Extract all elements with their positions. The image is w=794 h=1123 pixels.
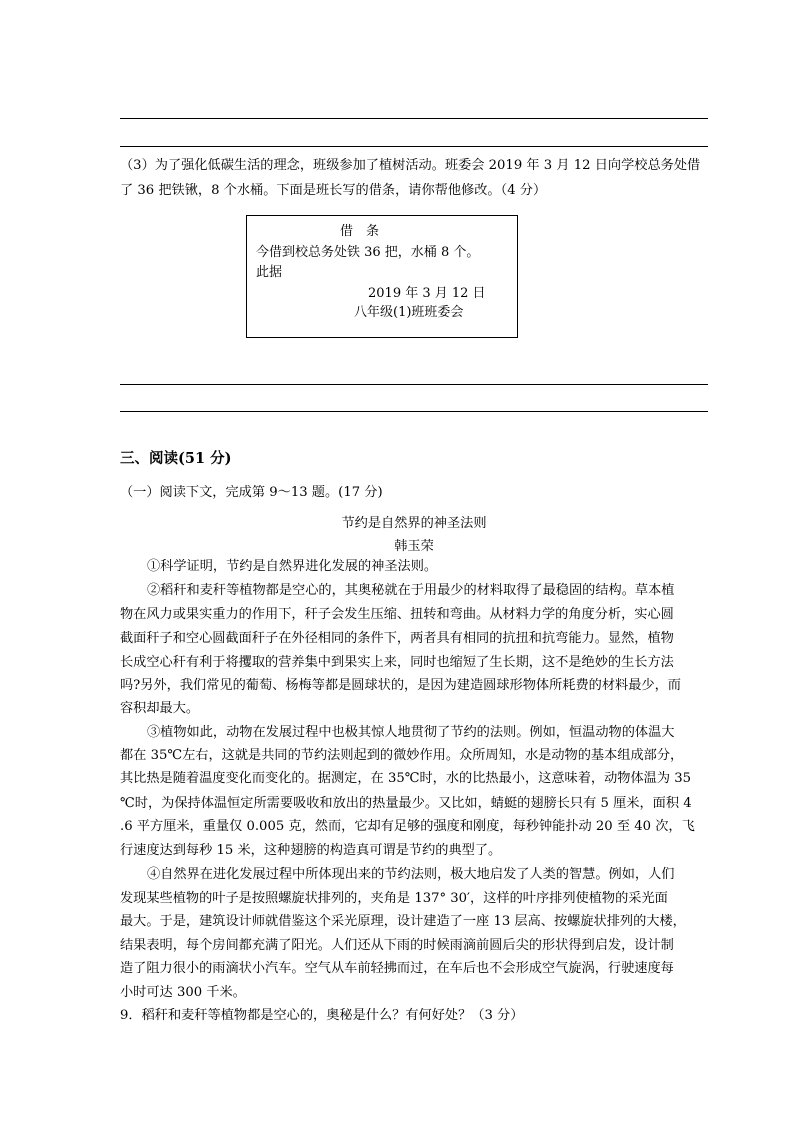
article-line: 造了阻力很小的雨滴状小汽车。空气从车前轻拂而过，在车后也不会形成空气旋涡，行驶速度每 xyxy=(120,961,674,976)
answer-line xyxy=(120,146,708,147)
article-line: 小时可达 300 千米。 xyxy=(120,985,246,1000)
article-line: ③植物如此，动物在发展过程中也极其惊人地贯彻了节约的法则。例如，恒温动物的体温大 xyxy=(147,725,675,740)
note-signer: 八年级(1)班班委会 xyxy=(354,305,464,320)
answer-line xyxy=(120,411,708,412)
answer-line xyxy=(120,384,708,385)
article-line: .6 平方厘米，重量仅 0.005 克，然而，它却有足够的强度和刚度，每秒钟能扑动 20 至 40 次，飞 xyxy=(120,819,695,834)
article-line: 长成空心秆有利于将攫取的营养集中到果实上来，同时也缩短了生长期，这不是绝妙的生长方法 xyxy=(120,655,674,670)
article-line: 行速度达到每秒 15 米，这种翅膀的构造真可谓是节约的典型了。 xyxy=(120,843,502,858)
article-line: 结果表明，每个房间都充满了阳光。人们还从下雨的时候雨滴前圆后尖的形状得到启发，设计制 xyxy=(120,938,674,953)
article-line: 其比热是随着温度变化而变化的。据测定，在 35℃时，水的比热最小，这意味着，动物体温为 35 xyxy=(120,771,692,786)
iou-note-box xyxy=(246,215,518,338)
question-9: 9．稻秆和麦秆等植物都是空心的，奥秘是什么？有何好处？（3 分） xyxy=(120,1008,524,1023)
article-line: 容积却最大。 xyxy=(120,701,200,716)
article-line: ①科学证明，节约是自然界进化发展的神圣法则。 xyxy=(147,559,438,574)
section-heading: 三、阅读(51 分) xyxy=(120,450,232,467)
article-line: 吗?另外，我们常见的葡萄、杨梅等都是圆球状的，是因为建造圆球形物体所耗费的材料最少，而 xyxy=(120,678,681,693)
question-3-line-2: 了 36 把铁锹，8 个水桶。下面是班长写的借条，请你帮他修改。（4 分） xyxy=(120,183,547,198)
article-title: 节约是自然界的神圣法则 xyxy=(341,516,487,531)
article-line: ④自然界在进化发展过程中所体现出来的节约法则，极大地启发了人类的智慧。例如，人们 xyxy=(147,867,675,882)
article-line: 发现某些植物的叶子是按照螺旋状排列的，夹角是 137° 30′，这样的叶序排列使植物的采光面 xyxy=(120,891,668,906)
article-line: 物在风力或果实重力的作用下，秆子会发生压缩、扭转和弯曲。从材料力学的角度分析，实心圆 xyxy=(120,607,674,622)
note-body: 今借到校总务处铁 36 把，水桶 8 个。 xyxy=(256,245,480,260)
article-line: ℃时，为保持体温恒定所需要吸收和放出的热量最少。又比如，蜻蜓的翅膀长只有 5 厘米，面积 4 xyxy=(120,796,692,811)
article-line: 都在 35℃左右，这就是共同的节约法则起到的微妙作用。众所周知，水是动物的基本组成部分， xyxy=(120,748,684,763)
note-date: 2019 年 3 月 12 日 xyxy=(368,286,486,301)
article-line: ②稻秆和麦秆等植物都是空心的，其奥秘就在于用最少的材料取得了最稳固的结构。草本植 xyxy=(147,583,675,598)
article-line: 最大。于是，建筑设计师就借鉴这个采光原理，设计建造了一座 13 层高、按螺旋状排列的大楼， xyxy=(120,914,686,929)
part-1-instruction: （一）阅读下文，完成第 9～13 题。(17 分) xyxy=(120,485,383,500)
article-author: 韩玉荣 xyxy=(394,539,434,554)
article-line: 截面秆子和空心圆截面秆子在外径相同的条件下，两者具有相同的抗扭和抗弯能力。显然，植物 xyxy=(120,631,674,646)
question-3-line-1: （3）为了强化低碳生活的理念，班级参加了植树活动。班委会 2019 年 3 月 12 日向学校总务处借 xyxy=(120,158,701,173)
answer-line xyxy=(120,118,708,119)
note-closing: 此据 xyxy=(256,265,283,280)
note-title: 借 条 xyxy=(340,224,380,239)
